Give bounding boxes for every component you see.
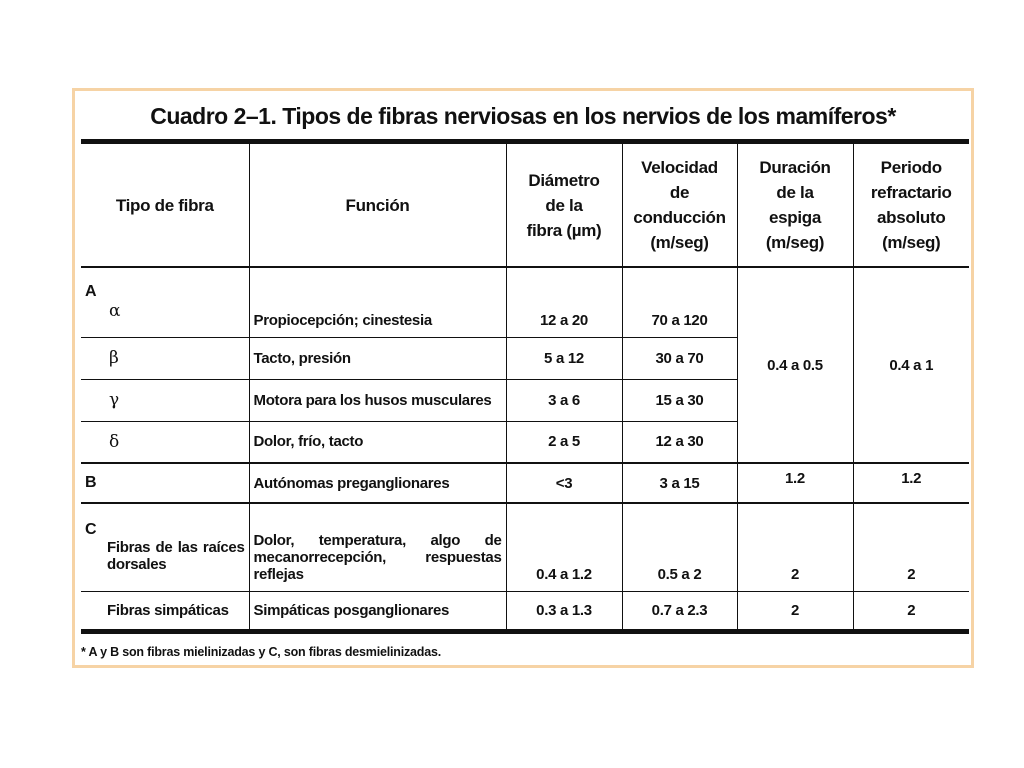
slide-frame [72,88,974,668]
tipo-cell-a-alpha [81,267,249,337]
funcion-cell: Motora para los husos musculares [249,379,506,421]
periodo-cell: 2 [853,503,969,591]
footnote: * A y B son fibras mielinizadas y C, son fibras desmielinizadas. [81,645,442,659]
header-line: Periodo [880,158,942,177]
fiber-types-table [81,139,969,634]
velocidad-cell: 30 a 70 [622,337,737,379]
header-line: (m/seg) [765,233,825,252]
duracion-cell-a: 0.4 a 0.5 [737,267,853,463]
fiber-subtype: Fibras de las raíces dorsales [107,539,245,574]
group-letter-a: A [85,283,97,301]
header-line: conducción [633,208,726,227]
periodo-cell-a: 0.4 a 1 [853,267,969,463]
tipo-cell-a-delta [81,421,249,463]
funcion-cell: Simpáticas posganglionares [249,591,506,631]
velocidad-cell: 0.7 a 2.3 [622,591,737,631]
duracion-cell: 1.2 [737,463,853,503]
greek-alpha: α [109,301,121,322]
table-title: Cuadro 2–1. Tipos de fibras nerviosas en los nervios de los mamíferos* [150,103,896,129]
header-tipo: Tipo de fibra [81,142,249,268]
velocidad-cell: 3 a 15 [622,463,737,503]
header-velocidad [622,142,737,268]
header-line: (m/seg) [650,233,709,252]
greek-delta: δ [109,431,119,452]
velocidad-cell: 15 a 30 [622,379,737,421]
duracion-cell: 2 [737,591,853,631]
funcion-cell: Propiocepción; cinestesia [249,267,506,337]
header-line: Diámetro [528,170,600,190]
diametro-cell: 0.4 a 1.2 [506,503,622,591]
header-diametro [506,142,622,268]
header-line: (m/seg) [882,233,941,252]
table-row-b [81,463,969,503]
header-line: espiga [768,208,822,227]
tipo-cell-a-beta [81,337,249,379]
header-periodo [853,142,969,268]
funcion-cell: Dolor, temperatura, algo de mecanorrecepción, respuestas reflejas [249,503,506,591]
header-line: absoluto [877,208,946,227]
header-row [81,142,969,268]
greek-gamma: γ [109,390,119,410]
diametro-cell: 2 a 5 [506,421,622,463]
table-row-c-simpatica [81,591,969,631]
header-line: Velocidad [641,158,718,177]
fiber-subtype: Fibras simpáticas [107,601,229,619]
table-row-a-alpha [81,267,969,337]
periodo-cell: 2 [853,591,969,631]
funcion-cell: Autónomas preganglionares [249,463,506,503]
header-funcion: Función [249,142,506,268]
diametro-cell: 3 a 6 [506,379,622,421]
funcion-cell: Tacto, presión [249,337,506,379]
funcion-cell: Dolor, frío, tacto [249,421,506,463]
velocidad-cell: 0.5 a 2 [622,503,737,591]
group-letter-b: B [85,474,97,491]
diametro-cell: <3 [506,463,622,503]
periodo-cell: 1.2 [853,463,969,503]
duracion-cell: 2 [737,503,853,591]
document [75,91,971,665]
header-line: Duración [759,158,831,177]
velocidad-cell: 70 a 120 [622,267,737,337]
tipo-cell-a-gamma [81,379,249,421]
header-line: fibra (µm) [526,220,602,240]
tipo-cell-c-dorsal [81,503,249,591]
header-line: refractario [870,183,952,202]
table-row-c-dorsal [81,503,969,591]
velocidad-cell: 12 a 30 [622,421,737,463]
header-line: de la [545,195,583,215]
tipo-cell-c-simpatica [81,591,249,631]
diametro-cell: 12 a 20 [506,267,622,337]
greek-beta: β [109,348,119,368]
diametro-cell: 5 a 12 [506,337,622,379]
header-line: de [669,183,690,202]
tipo-cell-b [81,463,249,503]
header-line: de la [776,183,814,202]
header-duracion [737,142,853,268]
group-letter-c: C [85,521,97,539]
diametro-cell: 0.3 a 1.3 [506,591,622,631]
